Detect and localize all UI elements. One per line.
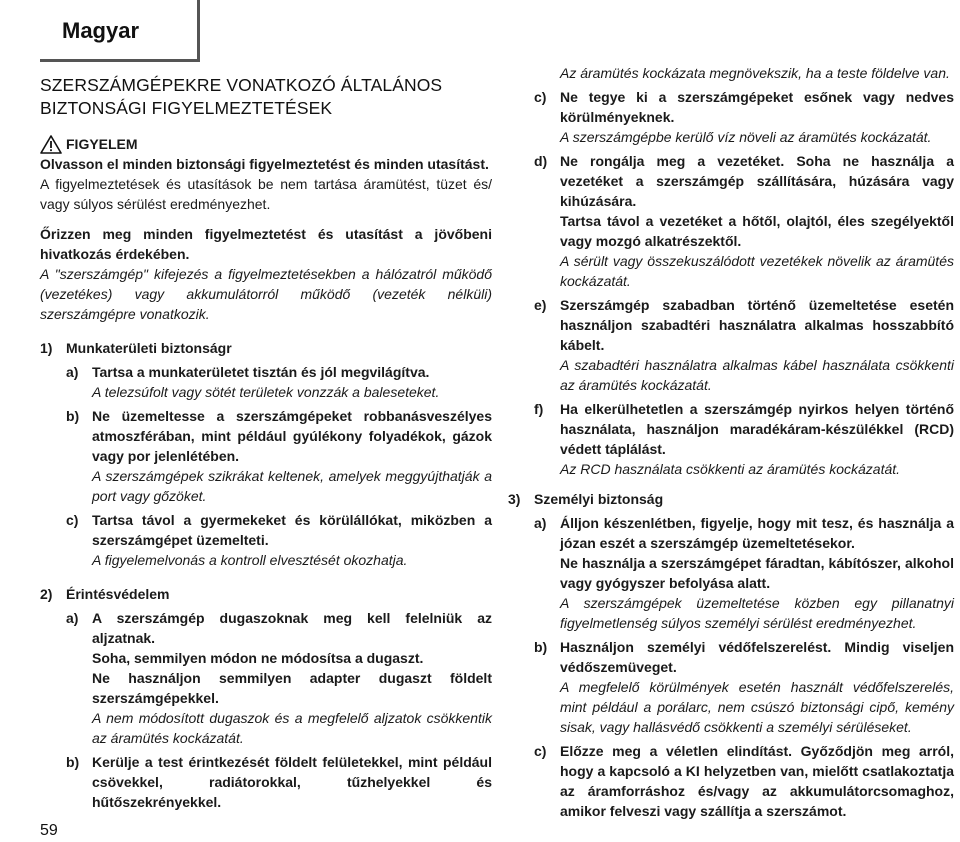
left-column	[40, 74, 492, 812]
item-text: A sérült vagy összekuszálódott vezetékek növelik az áramütés kockázatát.	[560, 253, 954, 289]
language-label: Magyar	[62, 18, 140, 43]
intro-text: A figyelmeztetések és utasítások be nem tartása áramütést, tüzet és/ vagy súlyos sérülést eredményezhet.	[40, 176, 492, 212]
item-text: A szerszámgépek szikrákat keltenek, amelyek meggyújthatják a port vagy gőzöket.	[92, 468, 492, 504]
keep-instructions: Őrizzen meg minden figyelmeztetést és utasítást a jövőbeni hivatkozás érdekében.	[40, 226, 492, 262]
item-bold: Tartsa a munkaterületet tisztán és jól megvilágítva.	[92, 364, 430, 380]
item-bold: A szerszámgép dugaszoknak meg kell felelniük az aljzatnak.	[92, 610, 492, 646]
warning-triangle-icon	[40, 135, 62, 154]
item-text: Az RCD használata csökkenti az áramütés kockázatát.	[560, 461, 901, 477]
item-bold: Használjon személyi védőfelszerelést. Mindig viseljen védőszemüveget.	[560, 639, 954, 675]
section-1-heading	[40, 338, 492, 358]
list-item: c) Előzze meg a véletlen elindítást. Győződjön meg arról, hogy a kapcsoló a KI helyzetben van, mielőtt csatlakoztatja az áramforráshoz és/vagy az akkumulátorcsomaghoz, amikor felveszi vagy szállítja a szerszámot.	[534, 743, 954, 819]
language-header	[40, 0, 200, 62]
right-column	[508, 63, 954, 821]
list-item: e) Szerszámgép szabadban történő üzemeltetése esetén használjon szabadtéri használatra alkalmas hosszabbító kábelt. A szabadtéri használatra alkalmas kábel használata csökkenti az áramütés kockázatát.	[534, 297, 954, 393]
intro-bold: Olvasson el minden biztonsági figyelmeztetést és minden utasítást.	[40, 156, 489, 172]
item-text: A szabadtéri használatra alkalmas kábel használata csökkenti az áramütés kockázatát.	[560, 357, 954, 393]
item-bold: Ne rongálja meg a vezetéket. Soha ne használja a vezetéket a szerszámgép szállítására, húzására vagy kihúzására.	[560, 153, 954, 209]
page-number: 59	[40, 822, 58, 839]
section-2-title: Érintésvédelem	[66, 586, 170, 602]
item-text: A szerszámgépbe kerülő víz növeli az áramütés kockázatát.	[560, 129, 932, 145]
section-1-title: Munkaterületi biztonságr	[66, 340, 232, 356]
section-title-line1: SZERSZÁMGÉPEKRE VONATKOZÓ ÁLTALÁNOS	[40, 75, 443, 95]
section-3-number: 3)	[508, 491, 521, 507]
item-bold: Ne használja a szerszámgépet fáradtan, kábítószer, alkohol vagy gyógyszer befolyása alatt.	[560, 555, 954, 591]
section-2-heading	[40, 584, 492, 604]
list-item: b) Használjon személyi védőfelszerelést. Mindig viseljen védőszemüveget. A megfelelő körülmények esetén használt védőfelszerelés, mint például a porálarc, nem csúszó biztonsági cipő, kemény sisak, vagy hallásvédő csökkenti a személyi sérüléseket.	[534, 639, 954, 735]
item-bold: Kerülje a test érintkezését földelt felületekkel, mint például csövekkel, radiátorokkal, tűzhelyekkel és hűtőszekrényekkel.	[92, 754, 492, 810]
list-item: a) Tartsa a munkaterületet tisztán és jól megvilágítva. A telezsúfolt vagy sötét területek vonzzák a baleseteket.	[66, 362, 492, 402]
list-item: a) A szerszámgép dugaszoknak meg kell felelniük az aljzatnak. Soha, semmilyen módon ne módosítsa a dugaszt. Ne használjon semmilyen adapter dugaszt földelt szerszámgépekkel. A nem módosított dugaszok és a megfelelő aljzatok csökkentik az áramütés kockázatát.	[66, 610, 492, 746]
list-item: b) Kerülje a test érintkezését földelt felületekkel, mint például csövekkel, radiátorokkal, tűzhelyekkel és hűtőszekrényekkel.	[66, 754, 492, 810]
section-3-heading	[508, 489, 954, 509]
item-bold: Tartsa távol a vezetéket a hőtől, olajtól, éles szegélyektől vagy mozgó alkatrészektől.	[560, 213, 954, 249]
section-1-number: 1)	[40, 340, 53, 356]
item-text: Az áramütés kockázata megnövekszik, ha a teste földelve van.	[560, 65, 950, 81]
item-text: A megfelelő körülmények esetén használt védőfelszerelés, mint például a porálarc, nem csúszó biztonsági cipő, kemény sisak, vagy hallásvédő csökkenti a személyi sérüléseket.	[560, 679, 954, 735]
item-bold: Ne üzemeltesse a szerszámgépeket robbanásveszélyes atmoszférában, mint például gyúlékony folyadékok, gázok vagy por jelenlétében.	[92, 408, 492, 464]
section-title	[40, 74, 492, 120]
item-bold: Soha, semmilyen módon ne módosítsa a dugaszt.	[92, 650, 424, 666]
item-text: A telezsúfolt vagy sötét területek vonzzák a baleseteket.	[92, 384, 440, 400]
item-bold: Ne tegye ki a szerszámgépeket esőnek vagy nedves körülményeknek.	[560, 89, 954, 125]
item-bold: Ha elkerülhetetlen a szerszámgép nyirkos helyen történő használata, használjon maradékáram-készülékkel (RCD) védett táplálást.	[560, 401, 954, 457]
item-bold: Ne használjon semmilyen adapter dugaszt földelt szerszámgépekkel.	[92, 670, 492, 706]
list-item: c) Ne tegye ki a szerszámgépeket esőnek vagy nedves körülményeknek. A szerszámgépbe kerülő víz növeli az áramütés kockázatát.	[534, 89, 954, 145]
list-item: a) Álljon készenlétben, figyelje, hogy mit tesz, és használja a józan eszét a szerszámgép üzemeltetésekor. Ne használja a szerszámgépet fáradtan, kábítószer, alkohol vagy gyógyszer befolyása alatt. A szerszámgépek üzemeltetése közben egy pillanatnyi figyelmetlenség súlyos személyi sérülést eredményezhet.	[534, 515, 954, 631]
section-2-number: 2)	[40, 586, 53, 602]
definition-text: A "szerszámgép" kifejezés a figyelmeztetésekben a hálózatról működő (vezetékes) vagy akkumulátorról működő (vezeték nélküli) szerszámgépre vonatkozik.	[40, 266, 492, 322]
item-bold: Tartsa távol a gyermekeket és körülállókat, miközben a szerszámgépet üzemelteti.	[92, 512, 492, 548]
item-bold: Szerszámgép szabadban történő üzemeltetése esetén használjon szabadtéri használatra alkalmas hosszabbító kábelt.	[560, 297, 954, 353]
item-bold: Álljon készenlétben, figyelje, hogy mit tesz, és használja a józan eszét a szerszámgép üzemeltetésekor.	[560, 515, 954, 551]
item-text: A nem módosított dugaszok és a megfelelő aljzatok csökkentik az áramütés kockázatát.	[92, 710, 492, 746]
item-text: A figyelemelvonás a kontroll elvesztését okozhatja.	[92, 552, 408, 568]
warning-heading	[40, 134, 492, 154]
item-text: A szerszámgépek üzemeltetése közben egy pillanatnyi figyelmetlenség súlyos személyi sérülést eredményezhet.	[560, 595, 954, 631]
section-title-line2: BIZTONSÁGI FIGYELMEZTETÉSEK	[40, 98, 333, 118]
warning-label: FIGYELEM	[66, 136, 138, 152]
section-3-title: Személyi biztonság	[534, 491, 664, 507]
list-item: f) Ha elkerülhetetlen a szerszámgép nyirkos helyen történő használata, használjon maradékáram-készülékkel (RCD) védett táplálást. Az RCD használata csökkenti az áramütés kockázatát.	[534, 401, 954, 477]
list-item: b) Ne üzemeltesse a szerszámgépeket robbanásveszélyes atmoszférában, mint például gyúlékony folyadékok, gázok vagy por jelenlétében. A szerszámgépek szikrákat keltenek, amelyek meggyújthatják a port vagy gőzöket.	[66, 408, 492, 504]
item-bold: Előzze meg a véletlen elindítást. Győződjön meg arról, hogy a kapcsoló a KI helyzetben van, mielőtt csatlakoztatja az áramforráshoz és/vagy az akkumulátorcsomaghoz, amikor felveszi vagy szállítja a szerszámot.	[560, 743, 954, 819]
list-item: c) Tartsa távol a gyermekeket és körülállókat, miközben a szerszámgépet üzemelteti. A figyelemelvonás a kontroll elvesztését okozhatja.	[66, 512, 492, 568]
list-item: d) Ne rongálja meg a vezetéket. Soha ne használja a vezetéket a szerszámgép szállítására, húzására vagy kihúzására. Tartsa távol a vezetéket a hőtől, olajtól, éles szegélyektől vagy mozgó alkatrészektől. A sérült vagy összekuszálódott vezetékek növelik az áramütés kockázatát.	[534, 153, 954, 289]
